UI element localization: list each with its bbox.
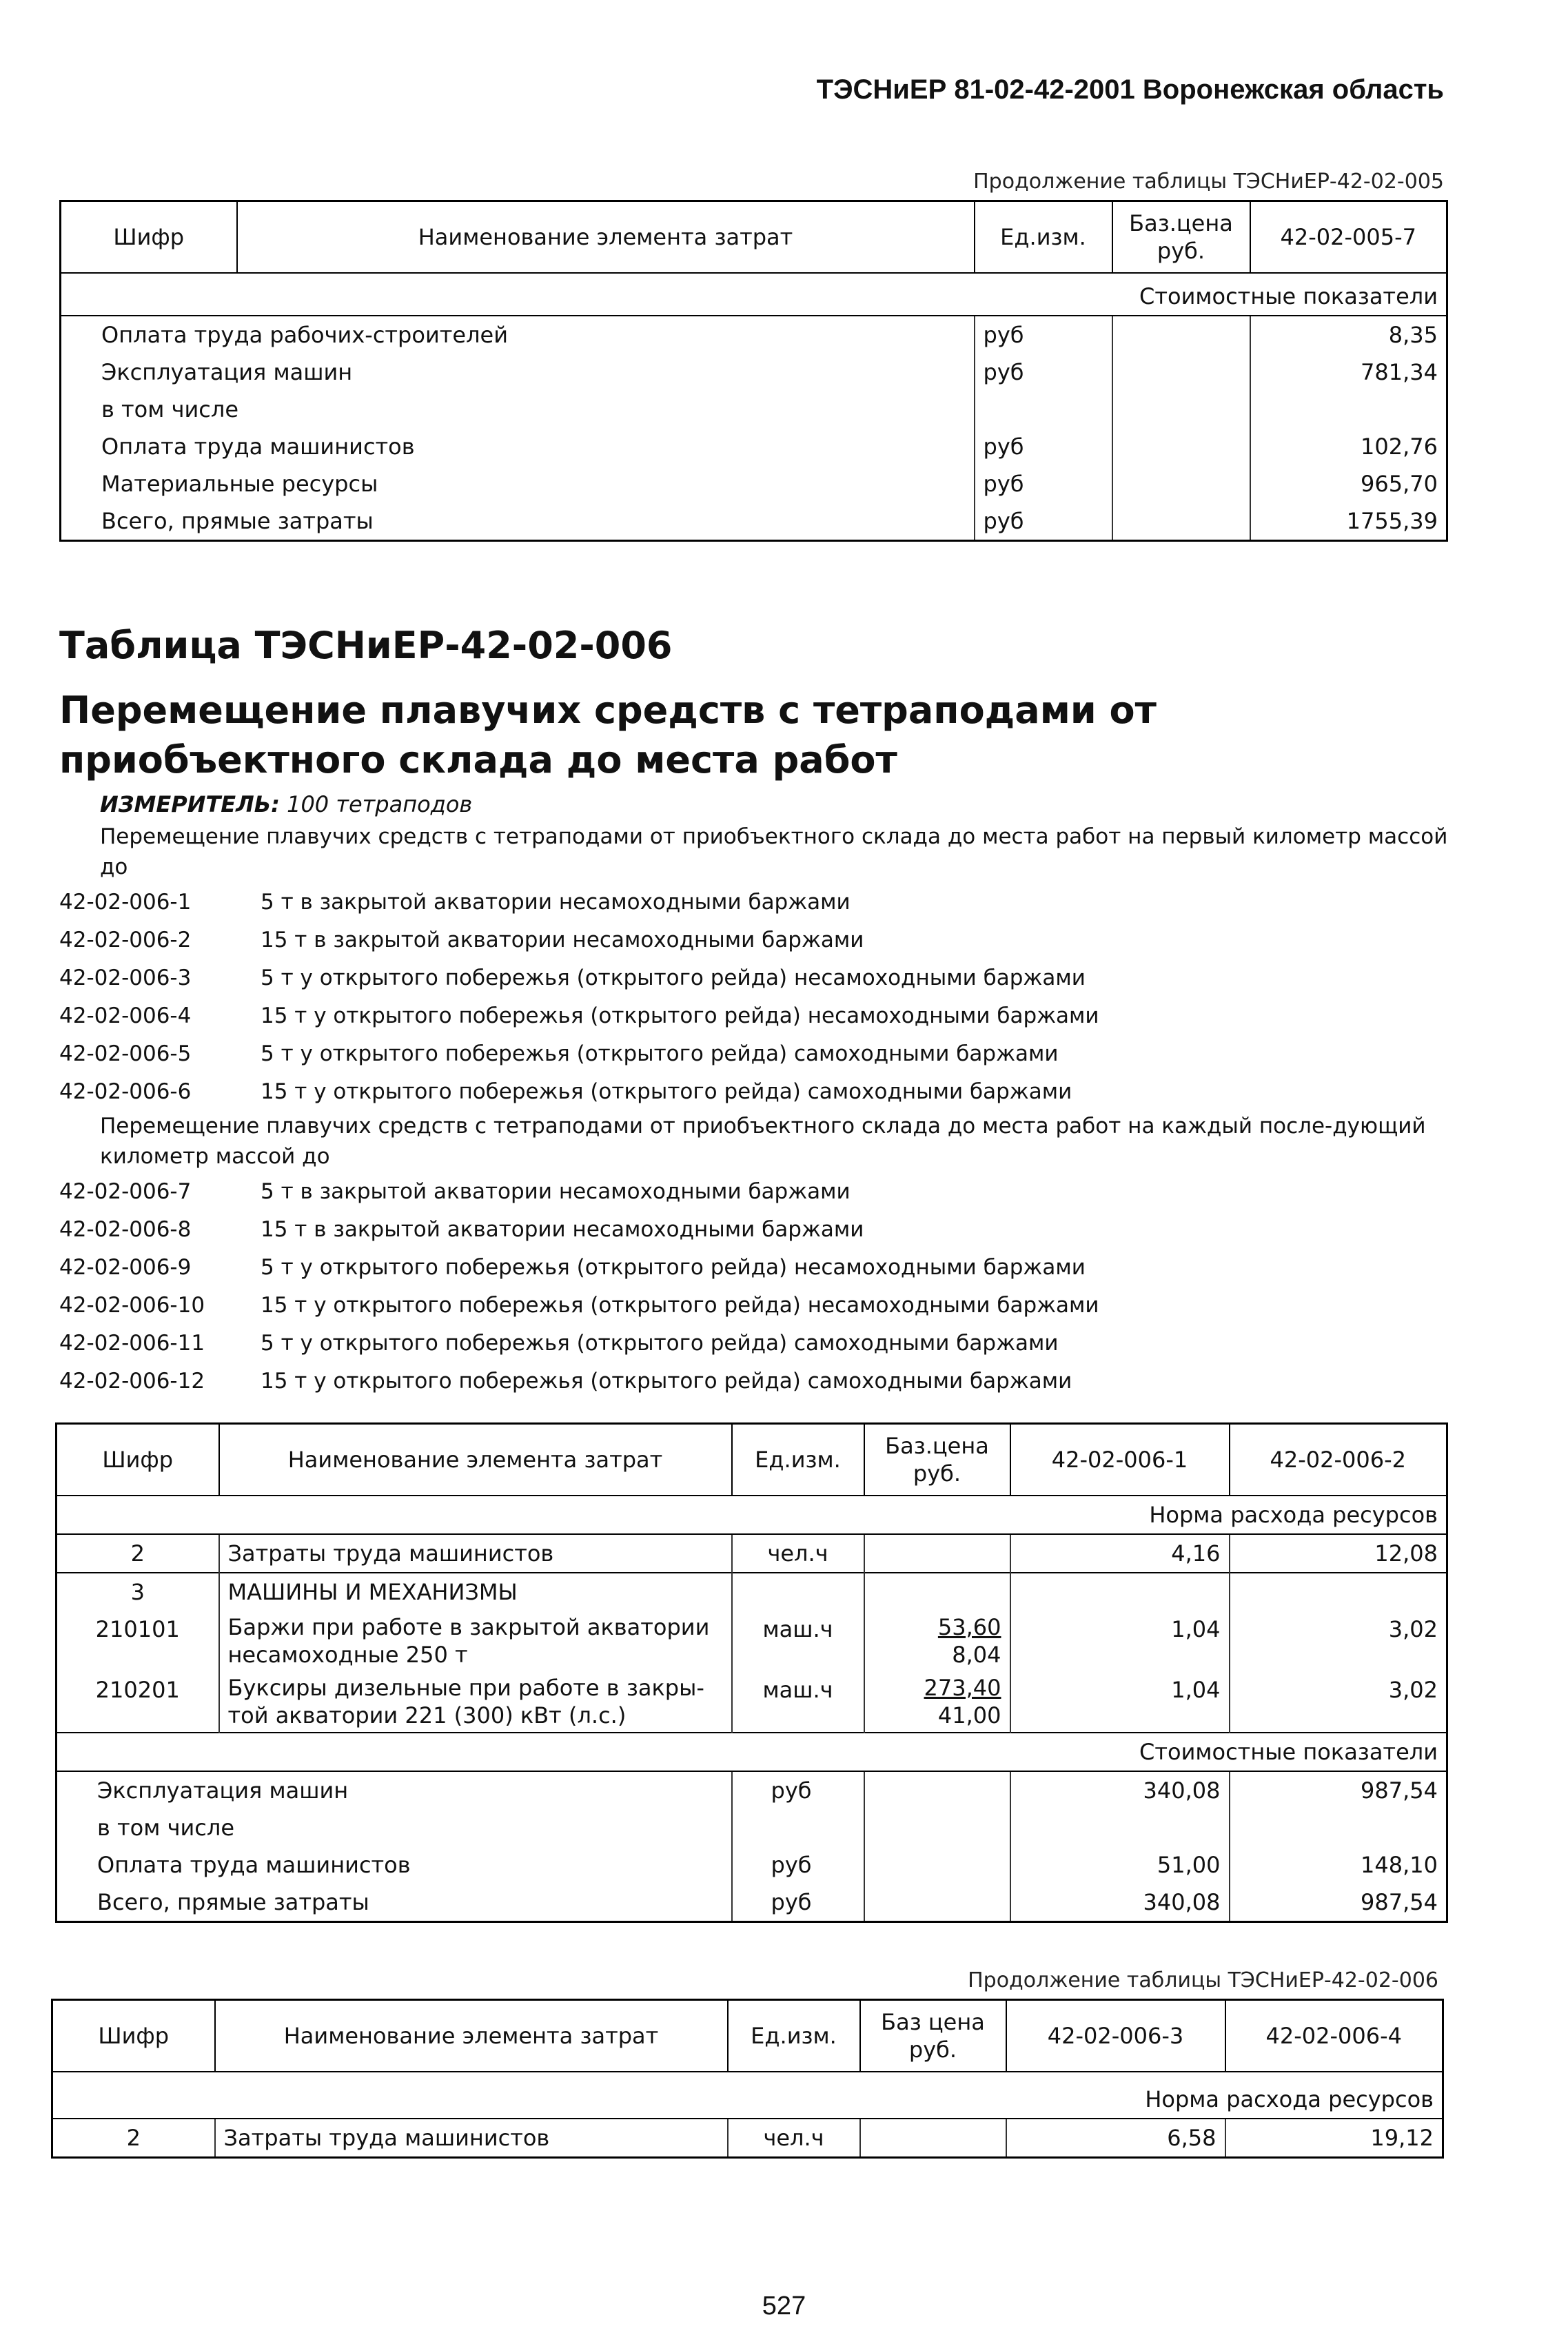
t2-header-code: Шифр [57, 1424, 219, 1496]
list-item: 42-02-006-5 5 т у открытого побережья (открытого рейда) самоходными баржами [59, 1041, 1059, 1066]
t1-header-col1: 42-02-005-7 [1250, 201, 1447, 273]
list-item: 42-02-006-12 15 т у открытого побережья (открытого рейда) самоходными баржами [59, 1369, 1072, 1394]
table1-caption: Продолжение таблицы ТЭСНиЕР-42-02-005 [973, 170, 1444, 194]
list-item: 42-02-006-6 15 т у открытого побережья (открытого рейда) самоходными баржами [59, 1079, 1072, 1104]
t1-section-label: Стоимостные показатели [61, 273, 1447, 316]
table-row: Эксплуатация машин руб 781,34 [61, 354, 1447, 391]
table-row: Материальные ресурсы руб 965,70 [61, 465, 1447, 502]
machines-heading: МАШИНЫ И МЕХАНИЗМЫ [219, 1573, 732, 1611]
table-row: Всего, прямые затраты руб 1755,39 [61, 502, 1447, 541]
list-item: 42-02-006-10 15 т у открытого побережья (открытого рейда) несамоходными баржами [59, 1293, 1099, 1318]
t3-header-price: Баз цена руб. [860, 2000, 1006, 2072]
intro-first-km: Перемещение плавучих средств с тетраподами от приобъектного склада до места работ на первый километр массой до [100, 824, 1448, 879]
meter-label: ИЗМЕРИТЕЛЬ: [100, 791, 280, 817]
list-item: 42-02-006-1 5 т в закрытой акватории несамоходными баржами [59, 890, 851, 915]
t2-header-col2: 42-02-006-2 [1230, 1424, 1447, 1496]
meter-line [100, 791, 472, 817]
section-subtitle: Перемещение плавучих средств с тетраподами от приобъектного склада до места работ [59, 688, 1157, 782]
t3-header-col1: 42-02-006-3 [1006, 2000, 1225, 2072]
t3-header-code: Шифр [52, 2000, 215, 2072]
t3-norm-label: Норма расхода ресурсов [52, 2072, 1443, 2119]
table-row: в том числе [57, 1809, 1447, 1846]
table-row: 2 Затраты труда машинистов чел.ч 6,58 19,12 [52, 2119, 1443, 2158]
page-number: 527 [762, 2292, 806, 2320]
t3-header-name: Наименование элемента затрат [215, 2000, 728, 2072]
table-row: Оплата труда машинистов руб 102,76 [61, 428, 1447, 465]
table-row: Всего, прямые затраты руб 340,08 987,54 [57, 1884, 1447, 1922]
table2 [55, 1422, 1448, 1923]
t2-header-unit: Ед.изм. [732, 1424, 864, 1496]
running-header: ТЭСНиЕР 81-02-42-2001 Воронежская область [816, 74, 1444, 105]
table-row: Оплата труда машинистов руб 51,00 148,10 [57, 1846, 1447, 1884]
list-item: 42-02-006-2 15 т в закрытой акватории несамоходными баржами [59, 928, 864, 952]
t2-cost-label: Стоимостные показатели [57, 1733, 1447, 1771]
t1-header-price: Баз.цена руб. [1112, 201, 1250, 273]
t2-header-col1: 42-02-006-1 [1010, 1424, 1230, 1496]
table-row: в том числе [61, 391, 1447, 428]
t1-header-code: Шифр [61, 201, 237, 273]
table1 [59, 200, 1448, 542]
table-row: Эксплуатация машин руб 340,08 987,54 [57, 1771, 1447, 1809]
items-list-2 [59, 1173, 1099, 1400]
table-row: 2 Затраты труда машинистов чел.ч 4,16 12,08 [57, 1534, 1447, 1573]
table-row: Оплата труда рабочих-строителей руб 8,35 [61, 316, 1447, 354]
table3-caption: Продолжение таблицы ТЭСНиЕР-42-02-006 [968, 1968, 1438, 1992]
list-item: 42-02-006-8 15 т в закрытой акватории несамоходными баржами [59, 1217, 864, 1242]
t2-norm-label: Норма расхода ресурсов [57, 1496, 1447, 1534]
t3-header-col2: 42-02-006-4 [1225, 2000, 1443, 2072]
table-row: 210101 Баржи при работе в закрытой акватории несамоходные 250 т маш.ч 53,60 8,04 1,04 3,02 [57, 1611, 1447, 1671]
meter-value: 100 тетраподов [287, 791, 473, 817]
list-item: 42-02-006-4 15 т у открытого побережья (открытого рейда) несамоходными баржами [59, 1003, 1099, 1028]
list-item: 42-02-006-7 5 т в закрытой акватории несамоходными баржами [59, 1179, 851, 1204]
intro-next-km: Перемещение плавучих средств с тетраподами от приобъектного склада до места работ на каждый после-дующий километр массой до [100, 1114, 1426, 1169]
t1-header-unit: Ед.изм. [975, 201, 1112, 273]
t3-header-unit: Ед.изм. [728, 2000, 860, 2072]
table3 [51, 1999, 1444, 2159]
t2-header-name: Наименование элемента затрат [219, 1424, 732, 1496]
list-item: 42-02-006-11 5 т у открытого побережья (открытого рейда) самоходными баржами [59, 1331, 1059, 1356]
table-row: 3 МАШИНЫ И МЕХАНИЗМЫ [57, 1573, 1447, 1611]
section-title: Таблица ТЭСНиЕР-42-02-006 [59, 624, 673, 667]
list-item: 42-02-006-9 5 т у открытого побережья (открытого рейда) несамоходными баржами [59, 1255, 1086, 1280]
items-list-1 [59, 884, 1099, 1111]
table-row: 210201 Буксиры дизельные при работе в закры-той акватории 221 (300) кВт (л.с.) маш.ч 273,40 41,00 1,04 3,02 [57, 1671, 1447, 1733]
list-item: 42-02-006-3 5 т у открытого побережья (открытого рейда) несамоходными баржами [59, 966, 1086, 990]
t1-header-name: Наименование элемента затрат [237, 201, 975, 273]
t2-header-price: Баз.цена руб. [864, 1424, 1010, 1496]
